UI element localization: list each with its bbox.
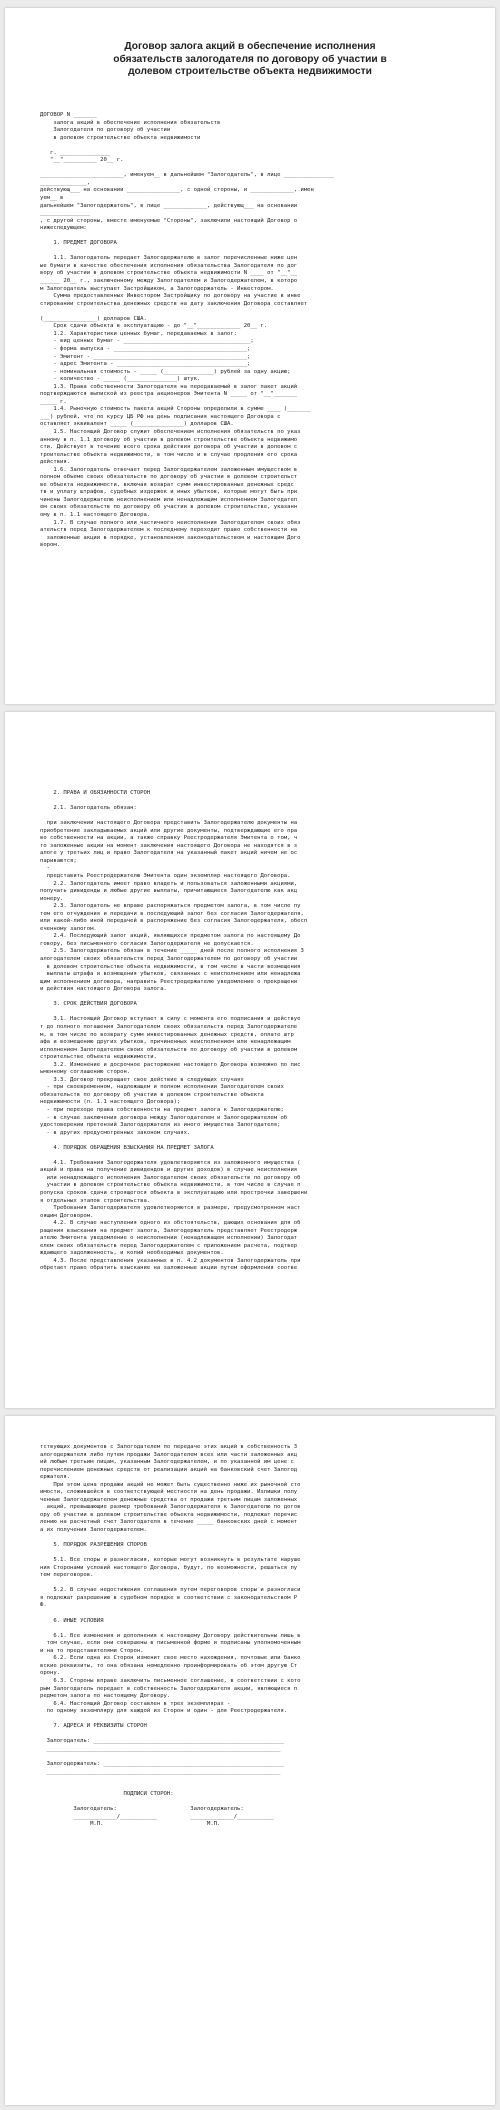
text-line: 2.1. Залогодатель обязан: [40, 805, 137, 812]
text-line: 4.1. Требования Залогодержателя удовлетворяются из заложенного имущества ( [40, 1159, 301, 1166]
text-line: 2.5. Залогодержатель обязан в течение _____ дней после полного исполнения З [40, 948, 304, 955]
text-line: ательств перед Залогодержателем к последнему переходит право собственности на [40, 527, 298, 534]
text-line: ателю Эмитента уведомление о неисполнении (ненадлежащем исполнении) Залогодат [40, 1235, 298, 1242]
text-line: участии в долевом строительстве объекта недвижимости, в том числе в случае п [40, 1182, 301, 1189]
text-line: тствующих документов с Залогодателем по передаче этих акций в собственность З [40, 1444, 298, 1450]
text-line: 1.2. Характеристики ценных бумаг, передаваемых в залог: [40, 330, 238, 337]
text-line [40, 1009, 477, 1017]
text-line: ионеру. [40, 895, 64, 902]
text-line: 4. ПОРЯДОК ОБРАЩЕНИЯ ВЗЫСКАНИЯ НА ПРЕДМЕТ ЗАЛОГА [40, 1144, 214, 1151]
text-line [40, 165, 477, 173]
page-1-body [40, 112, 477, 550]
text-line: париваются; [40, 857, 77, 864]
text-line: ий любым третьим лицам, указанным Залогодержателем, и по указанной им цене с [40, 1459, 294, 1466]
text-line: 4.3. После представления указанных в п. 4.2 документов Залогодержатель при [40, 1257, 301, 1264]
text-line: тем переговоров. [40, 1572, 94, 1579]
text-line: вору об участии в долевом строительстве объекта недвижимости N ____ от "__"__ [40, 270, 298, 277]
text-line [40, 1716, 477, 1724]
text-line: уем__ в [40, 195, 64, 202]
text-line: ДОГОВОР N _______ [40, 112, 97, 118]
text-line: ния Сторонами условий настоящего Договора, будут, по возможности, решаться пу [40, 1564, 298, 1571]
text-line: оящим Договором. [40, 1212, 94, 1219]
text-line: - [40, 865, 51, 872]
text-line [40, 798, 477, 806]
text-line: имости, сложившейся в соответствующей местности на день продажи. Излишки полу [40, 1489, 298, 1496]
text-line: рым Залогодатель передает в собственность Залогодержателя акции, являющиеся п [40, 1685, 298, 1692]
text-line: по одному экземпляру для каждой из Сторон и один - для Реестродержателя. [40, 1708, 288, 1715]
text-line: - номинальная стоимость - _____ (_______________) рублей за одну акцию; [40, 368, 291, 375]
text-line: _____ г. [40, 398, 67, 405]
text-line: а их получения Залогодержателем. [40, 1527, 147, 1534]
text-line [40, 1799, 477, 1807]
text-line: т до полного погашения Залогодателем своих обязательств перед Залогодержателе [40, 1023, 298, 1030]
text-line: 6. ИНЫЕ УСЛОВИЯ [40, 1617, 104, 1624]
text-line: ому в п. 1.1 настоящего Договора. [40, 511, 151, 518]
text-line [40, 1731, 477, 1739]
text-line: обязательств по договору об участии в долевом строительстве объекта [40, 1091, 264, 1098]
text-line: 6.3. Стороны вправе заключить письменное соглашение, в соответствии с кото [40, 1677, 301, 1684]
text-line: Залогодатель: Залогодержатель: [40, 1806, 244, 1813]
text-line: - Эмитент - ______________________________________________; [40, 353, 251, 360]
text-line: ропуска сроков сдачи строящегося объекта в эксплуатацию или прострочки завершени [40, 1189, 308, 1196]
text-line [40, 233, 477, 241]
text-line: 3.1. Настоящий Договор вступает в силу с момента его подписания и действуе [40, 1016, 301, 1023]
text-line: вором. [40, 542, 61, 549]
text-line: акций и права на получение дивидендов и других доходов) в случае неисполнения [40, 1167, 298, 1174]
text-line: 1.3. Права собственности Залогодателя на передаваемый в залог пакет акций [40, 383, 298, 390]
text-line: "__"__________ 20__ г. [40, 157, 124, 164]
text-line: Залогодатель: _________________________________________________________ [40, 1738, 284, 1745]
text-line: алогодержателя либо путем продажи Залогодателем всех или части заложенных акц [40, 1451, 298, 1458]
text-line: полном объеме своих обязательств по договору об участии в долевом строительст [40, 474, 298, 481]
text-line: елем своих обязательств перед Залогодержателем с приложением расчета, подтвер [40, 1242, 298, 1249]
text-line: 6.1. Все изменения и дополнения к настоящему Договору действительны лишь в [40, 1632, 301, 1639]
text-line: 5.2. В случае недостижения соглашения путем переговоров споры и разногласи [40, 1587, 301, 1594]
text-line: 7. АДРЕСА И РЕКВИЗИТЫ СТОРОН [40, 1723, 147, 1730]
text-line: (________________) долларов США. [40, 315, 147, 322]
text-line: редметом залога по настоящему Договору. [40, 1693, 171, 1700]
text-line: 1. ПРЕДМЕТ ДОГОВОРА [40, 240, 117, 247]
text-line: дальнейшем "Залогодержатель", в лице _____________, действующ___ на основании [40, 202, 298, 209]
text-line [40, 1580, 477, 1588]
text-line: удостоверении претензий Залогодержателя из иного имущества Залогодателя; [40, 1122, 281, 1129]
text-line: М.П. М.П. [40, 1821, 221, 1828]
text-line: во собственности на акции, а также справку Реестродержателя Эмитента о том, ч [40, 835, 298, 842]
text-line: ___) рублей, что по курсу ЦБ РФ на день подписания настоящего Договора с [40, 413, 281, 420]
text-line: - форма выпуска - ________________________________________; [40, 345, 251, 352]
text-line: получать дивиденды и любые другие выплаты, причитающиеся Залогодателю как акц [40, 888, 298, 895]
text-line [40, 142, 477, 150]
text-line: строительстве объекта недвижимости. [40, 1054, 157, 1061]
title-line-3: долевом строительстве объекта недвижимости [128, 66, 372, 77]
text-line: _________________________, именуем__ в дальнейшем "Залогодатель", в лице _______________ [40, 172, 334, 179]
text-line: _______________ [40, 210, 91, 217]
text-line: ращения взыскания на предмет залога, Залогодержатель представляет Реестродерж [40, 1227, 298, 1234]
page-2-body [40, 790, 477, 1273]
text-line: ждающего задолженность, и копий необходимых документов. [40, 1250, 224, 1257]
text-line: нижеследующем: [40, 225, 87, 232]
text-line: 3.3. Договор прекращает свое действие в следующих случаях [40, 1076, 244, 1083]
text-line: 2. ПРАВА И ОБЯЗАННОСТИ СТОРОН [40, 790, 151, 796]
text-line: 1.5. Настоящий Договор служит обеспечением исполнения обязательств по указ [40, 428, 301, 435]
text-line: - при своевременном, надлежащем и полном исполнении Залогодателем своих [40, 1084, 284, 1091]
text-line: м, в том числе по возврату сумм инвестированных денежных средств, оплате штр [40, 1031, 294, 1038]
text-line: щим исполнением договора, направить Реестродержателю уведомление о прекращени [40, 978, 298, 985]
document-page-1 [5, 8, 495, 704]
text-line: Сумма предоставленных Инвестором Застройщику по договору на участие в инве [40, 293, 301, 300]
text-line: я отдельных этапов строительства. [40, 1197, 151, 1204]
text-line [40, 1625, 477, 1633]
text-line: афа и возмещению других убытков, причиненных неисполнением или ненадлежащим [40, 1039, 291, 1046]
text-line: действия. [40, 459, 71, 466]
text-line: еченному залогом. [40, 925, 97, 932]
text-line: то заложенные акции на момент заключения настоящего Договора не находятся в з [40, 842, 298, 849]
text-line [40, 1776, 477, 1784]
text-line: , с другой стороны, вместе именуемые "Стороны", заключили настоящий Договор о [40, 217, 298, 224]
text-line [40, 1535, 477, 1543]
page-3-body [40, 1444, 477, 1829]
text-line: ченные Залогодержателем денежные средства от продажи третьим лицам заложенных [40, 1496, 298, 1503]
document-page-3 [5, 1416, 495, 2105]
text-line: ьменному соглашению сторон. [40, 1069, 131, 1076]
text-line: 5. ПОРЯДОК РАЗРЕШЕНИЯ СПОРОВ [40, 1542, 147, 1549]
text-line [40, 1550, 477, 1558]
text-line: в долевом строительстве объекта недвижимости, в том числе в части возмещения [40, 963, 301, 970]
text-line: или ненадлежащего исполнения Залогодателем своих обязательств по договору об [40, 1174, 301, 1181]
text-line: 3. СРОК ДЕЙСТВИЯ ДОГОВОРА [40, 1001, 137, 1008]
text-line: м Залогодатель выступает Застройщиком, а Залогодержатель - Инвестором. [40, 285, 274, 292]
text-line: я подлежат разрешению в судебном порядке в соответствии с законодательством Р [40, 1594, 298, 1601]
text-line: ______________, [40, 179, 91, 186]
text-line: тв и уплату штрафов, судебных издержек и иных убытков, которые могут быть при [40, 489, 298, 496]
text-line [40, 308, 477, 316]
text-line: вские реквизиты, то она обязана немедленно проинформировать об этом другую Ст [40, 1662, 298, 1669]
text-line: 1.1. Залогодатель передает Залогодержателю в залог перечисленные ниже цен [40, 255, 298, 262]
text-line: 6.4. Настоящий Договор составлен в трех экземплярах - [40, 1700, 231, 1707]
text-line: подтверждаются выпиской из реестра акционеров Эмитента N _____ от "__"_______ [40, 391, 298, 398]
text-line: г. _______________ [40, 149, 111, 156]
text-line: лению на расчетный счет Залогодателя в течение _____ банковских дней с момент [40, 1519, 298, 1526]
text-line: ору об участии в долевом строительстве объекта недвижимости, подлежат перечис [40, 1511, 298, 1518]
text-line: алогодателем своих обязательств перед Залогодержателем по договору об участии [40, 956, 298, 963]
text-line: анному в п. 1.1 договору об участии в долевом строительстве объекта недвижимо [40, 436, 298, 443]
text-line: ем своих обязательств по договору об участии в долевом строительстве, указанн [40, 504, 298, 511]
text-line: ве объекта недвижимости, включая возврат сумм инвестированных денежных средс [40, 481, 294, 488]
text-line: перечислением денежных средств от реализации акций на банковский счет Залогод [40, 1466, 298, 1473]
text-line: - количество - _____ (_______________) штук. [40, 376, 201, 383]
title-line-2: обязательств залогодателя по договору об участии в [113, 53, 387, 65]
text-line: ержателя. [40, 1474, 71, 1481]
text-line: При этом цена продажи акций не может быть существенно ниже их рыночной сто [40, 1481, 301, 1488]
text-line: 2.4. Последующий залог акций, являющихся предметом залога по настоящему До [40, 933, 301, 940]
text-line: при заключении настоящего Договора представить Залогодержателю документы на [40, 820, 298, 827]
text-line: и действия настоящего Договора залога. [40, 986, 167, 993]
text-line: 1.6. Залогодатель отвечает перед Залогодержателем заложенным имуществом в [40, 466, 298, 473]
text-line: - адрес Эмитента - _______________________________________; [40, 361, 251, 368]
text-line: - в случае заключения договора между Залогодателем и Залогодержателем об [40, 1114, 288, 1121]
text-line: обретает право обратить взыскание на заложенные акции путем оформления соотве [40, 1265, 298, 1272]
text-line: - вид ценных бумаг - ______________________________________; [40, 338, 254, 345]
text-line: троительстве объекта недвижимости, в том числе и в случае продления его срока [40, 451, 298, 458]
text-line: алоге у третьих лиц и право Залогодателя на указанный пакет акций ничем не ос [40, 850, 298, 857]
text-line [40, 1152, 477, 1160]
text-line: в долевом строительстве объекта недвижимости [40, 134, 201, 141]
text-line: орону. [40, 1670, 61, 1677]
text-line [40, 1137, 477, 1145]
text-line: 5.1. Все споры и разногласия, которые могут возникнуть в результате наруше [40, 1557, 301, 1564]
text-line: - в других предусмотренных законом случаях. [40, 1129, 191, 1136]
text-line: 2.2. Залогодатель имеет право владеть и пользоваться заложенными акциями, [40, 880, 298, 887]
text-line: тем его отчуждения и передачи в последующий залог без согласия Залогодержателя, [40, 910, 304, 917]
text-line [40, 1610, 477, 1618]
text-line: или какой-либо иной передачей в распоряжение без согласия Залогодержателя, обесп [40, 918, 308, 925]
text-line: залога акций в обеспечение исполнения обязательств [40, 119, 221, 126]
text-line: чинены Залогодержателю неисполнением или ненадлежащим исполнением Залогодател [40, 496, 298, 503]
text-line: недвижимости (п. 1.1 настоящего Договора); [40, 1099, 181, 1106]
text-line: Залогодателя по договору об участии [40, 127, 171, 134]
text-line: и на то представителями Сторон. [40, 1647, 144, 1654]
text-line: Ф. [40, 1602, 47, 1609]
text-line: действующ___ на основании ________________, с одной стороны, и _____________, имен [40, 187, 314, 194]
text-line: оставляет эквивалент _____ (_______________) долларов США. [40, 421, 234, 428]
text-line: сти. Действует в течение всего срока действия договора об участии в долевом с [40, 444, 298, 451]
document-page-2 [5, 712, 495, 1408]
text-line: Требования Залогодержателя удовлетворяются в размере, предусмотренном наст [40, 1205, 301, 1212]
text-line: стировании строительства денежных средств на дату заключения Договора составляет [40, 300, 308, 307]
text-line: заложенные акции в порядке, установленном законодательством и настоящим Дого [40, 534, 301, 541]
text-line: ые бумаги в качестве обеспечения исполнения обязательства Залогодателя по дог [40, 262, 298, 269]
text-line: 6.2. Если одна из Сторон изменит свое место нахождения, почтовые или банко [40, 1655, 301, 1662]
text-line: 3.2. Изменение и досрочное расторжение настоящего Договора возможно по пис [40, 1061, 301, 1068]
text-line: ______________________________________________________________________ [40, 1745, 281, 1752]
text-line [40, 1753, 477, 1761]
text-line: исполнением Залогодателем своих обязательств по договору об участии в долевом [40, 1046, 298, 1053]
text-line: 4.2. В случае наступления одного из обстоятельств, дающих основания для об [40, 1220, 301, 1227]
text-line: ______ 20__ г., заключенному между Залогодателем и Залогодержателем, в которо [40, 278, 298, 285]
document-title [5, 8, 495, 79]
text-line: говору, без письменного согласия Залогодержателя не допускается. [40, 940, 254, 947]
text-line: акций, превышающие размер требований Залогодержателя к Залогодателю по догов [40, 1504, 301, 1511]
text-line: 2.3. Залогодатель не вправе распоряжаться предметом залога, в том числе пу [40, 903, 301, 910]
text-line: 1.4. Рыночную стоимость пакета акций Стороны определили в сумме ____ (_______ [40, 406, 311, 413]
title-line-1: Договор залога акций в обеспечение исполнения [124, 41, 376, 52]
text-line: ______________________________________________________________________ [40, 1768, 281, 1775]
text-line: том случае, если они совершены в письменной форме и подписаны уполномоченным [40, 1640, 301, 1647]
text-line [40, 248, 477, 256]
text-line: - при переходе права собственности на предмет залога к Залогодержателю; [40, 1106, 284, 1113]
text-line: Срок сдачи объекта в эксплуатацию - до "__"_____________ 20__ г. [40, 323, 268, 330]
text-line: представить Реестродержателю Эмитента один экземпляр настоящего Договора. [40, 873, 291, 880]
text-line: выплаты штрафа и возмещения убытков, связанных с неисполнением или ненадлежа [40, 971, 301, 978]
text-line: приобретение закладываемых акций или другие документы, подтверждающие его пра [40, 827, 298, 834]
text-line [40, 1784, 477, 1792]
text-line: _____________/___________ _____________/___________ [40, 1813, 274, 1820]
text-line: 1.7. В случае полного или частичного неисполнения Залогодателем своих обяз [40, 519, 301, 526]
text-line [40, 813, 477, 821]
text-line: Залогодержатель: ______________________________________________________ [40, 1760, 284, 1767]
text-line: ПОДПИСИ СТОРОН: [40, 1791, 174, 1798]
